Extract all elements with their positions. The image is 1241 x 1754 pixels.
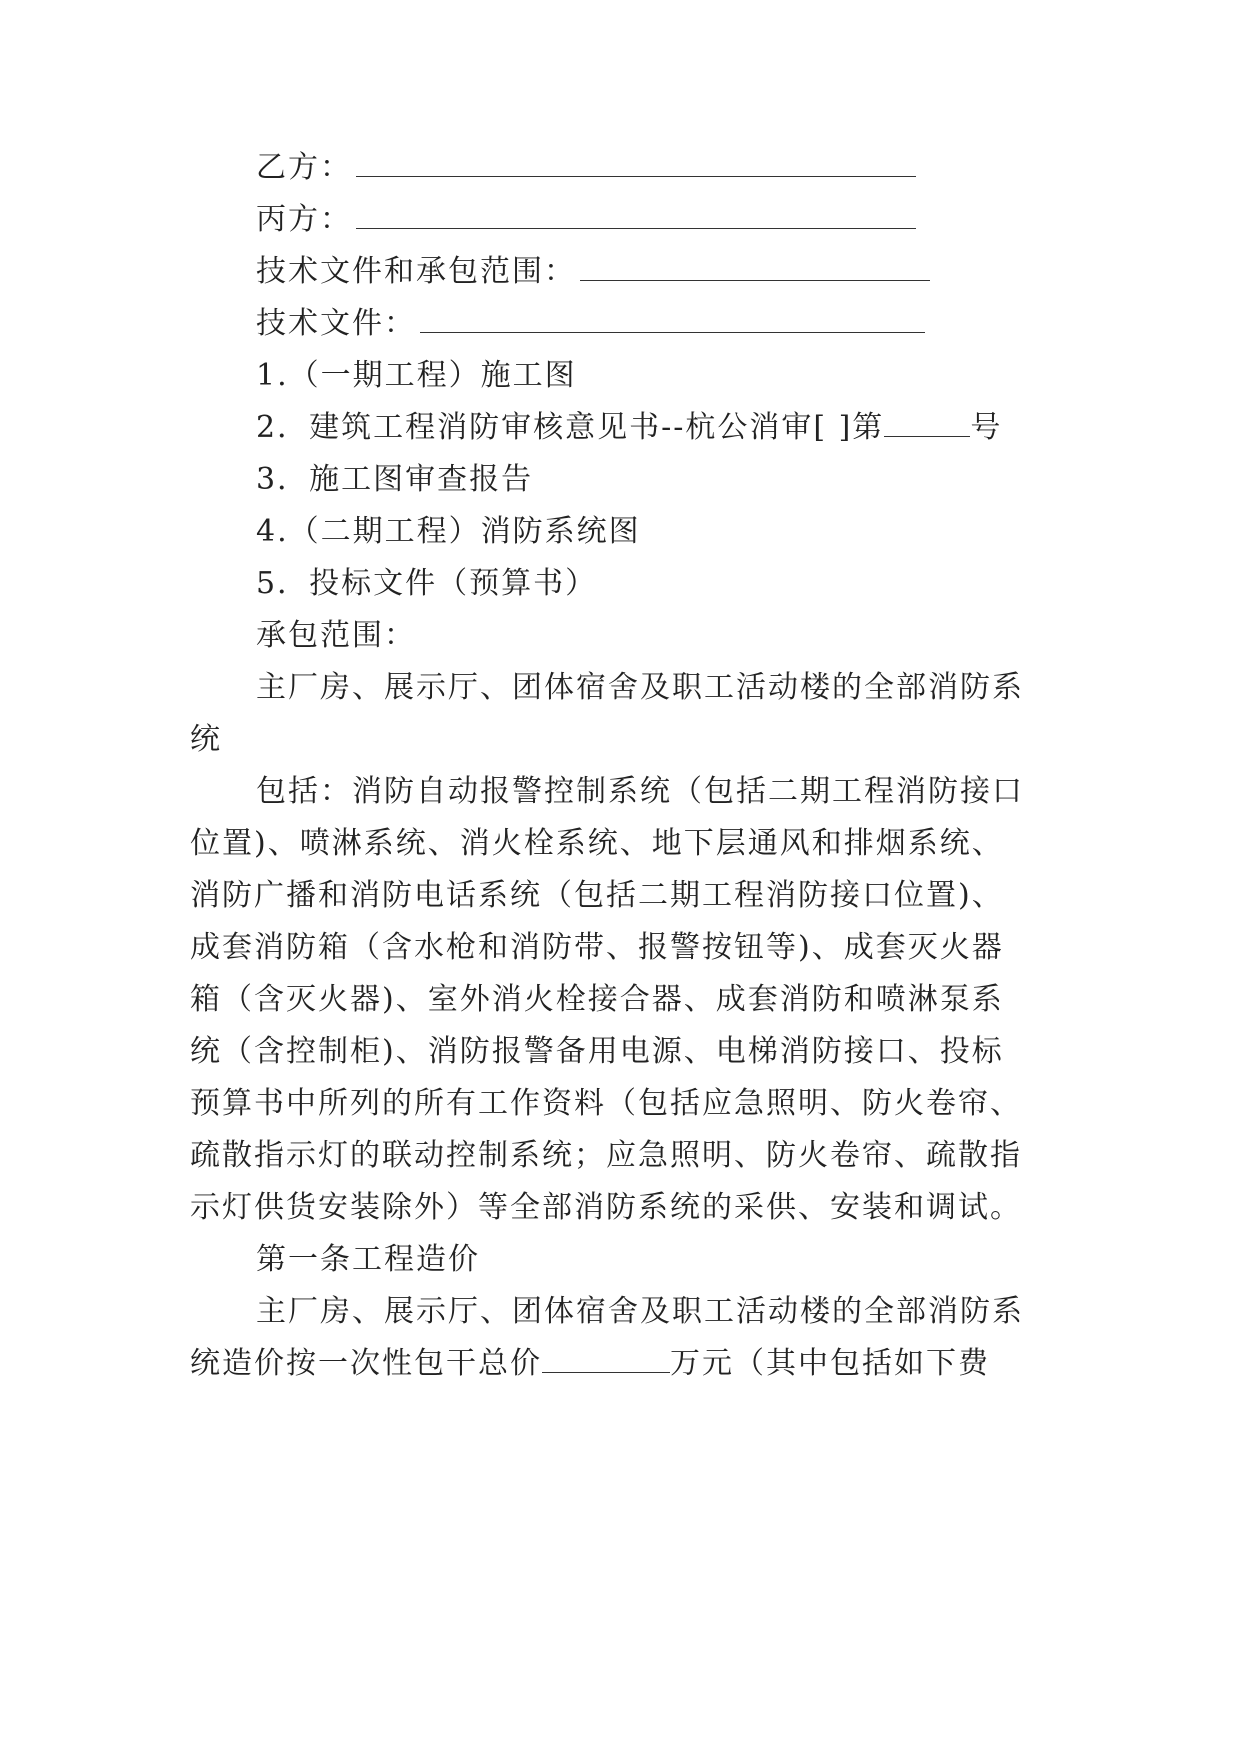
- include-paragraph-line: 包括：消防自动报警控制系统（包括二期工程消防接口: [256, 774, 1024, 809]
- include-paragraph-line: 预算书中所列的所有工作资料（包括应急照明、防火卷帘、: [190, 1086, 1022, 1121]
- field-label: 技术文件：: [256, 306, 416, 341]
- article-1-price-suffix: 万元（其中包括如下费: [670, 1346, 990, 1381]
- list-item-2: [256, 408, 1070, 448]
- field-label: 丙方：: [256, 202, 352, 237]
- blank-underline: [542, 1352, 670, 1373]
- blank-underline: [420, 312, 925, 333]
- list-item-3: 3．施工图审查报告: [256, 462, 534, 497]
- field-party-yi: [256, 148, 1070, 188]
- field-label: 技术文件和承包范围：: [256, 254, 576, 289]
- include-paragraph-line: 成套消防箱（含水枪和消防带、报警按钮等)、成套灭火器: [190, 930, 1004, 965]
- blank-underline: [884, 416, 970, 437]
- list-item-2-text: 2．建筑工程消防审核意见书--杭公消审[ ]第: [256, 410, 885, 445]
- field-tech-docs: [256, 304, 1070, 344]
- include-paragraph-line: 箱（含灭火器)、室外消火栓接合器、成套消防和喷淋泵系: [190, 982, 1004, 1017]
- article-1-paragraph-line: 主厂房、展示厅、团体宿舍及职工活动楼的全部消防系: [256, 1294, 1024, 1329]
- scope-heading: 承包范围：: [256, 618, 416, 653]
- list-item-2-suffix: 号: [970, 410, 1003, 445]
- include-paragraph-line: 消防广播和消防电话系统（包括二期工程消防接口位置)、: [190, 878, 1004, 913]
- include-paragraph-line: 示灯供货安装除外）等全部消防系统的采供、安装和调试。: [190, 1190, 1022, 1225]
- scope-paragraph-line: 主厂房、展示厅、团体宿舍及职工活动楼的全部消防系: [256, 670, 1024, 705]
- include-paragraph-line: 位置)、喷淋系统、消火栓系统、地下层通风和排烟系统、: [190, 826, 1004, 861]
- list-item-5: 5．投标文件（预算书）: [256, 566, 598, 601]
- article-1-heading: 第一条工程造价: [256, 1242, 480, 1277]
- blank-underline: [356, 156, 916, 177]
- field-label: 乙方：: [256, 150, 352, 185]
- include-paragraph-line: 统（含控制柜)、消防报警备用电源、电梯消防接口、投标: [190, 1034, 1004, 1069]
- field-tech-and-scope: [256, 252, 1070, 292]
- list-item-4: 4.（二期工程）消防系统图: [256, 514, 641, 549]
- blank-underline: [580, 260, 930, 281]
- article-1-price-text: 统造价按一次性包干总价: [190, 1346, 542, 1381]
- include-paragraph-line: 疏散指示灯的联动控制系统；应急照明、防火卷帘、疏散指: [190, 1138, 1022, 1173]
- scope-paragraph-line: 统: [190, 722, 222, 757]
- field-party-bing: [256, 200, 1070, 240]
- blank-underline: [356, 208, 916, 229]
- article-1-paragraph-line: [190, 1344, 1070, 1384]
- list-item-1: 1.（一期工程）施工图: [256, 358, 577, 393]
